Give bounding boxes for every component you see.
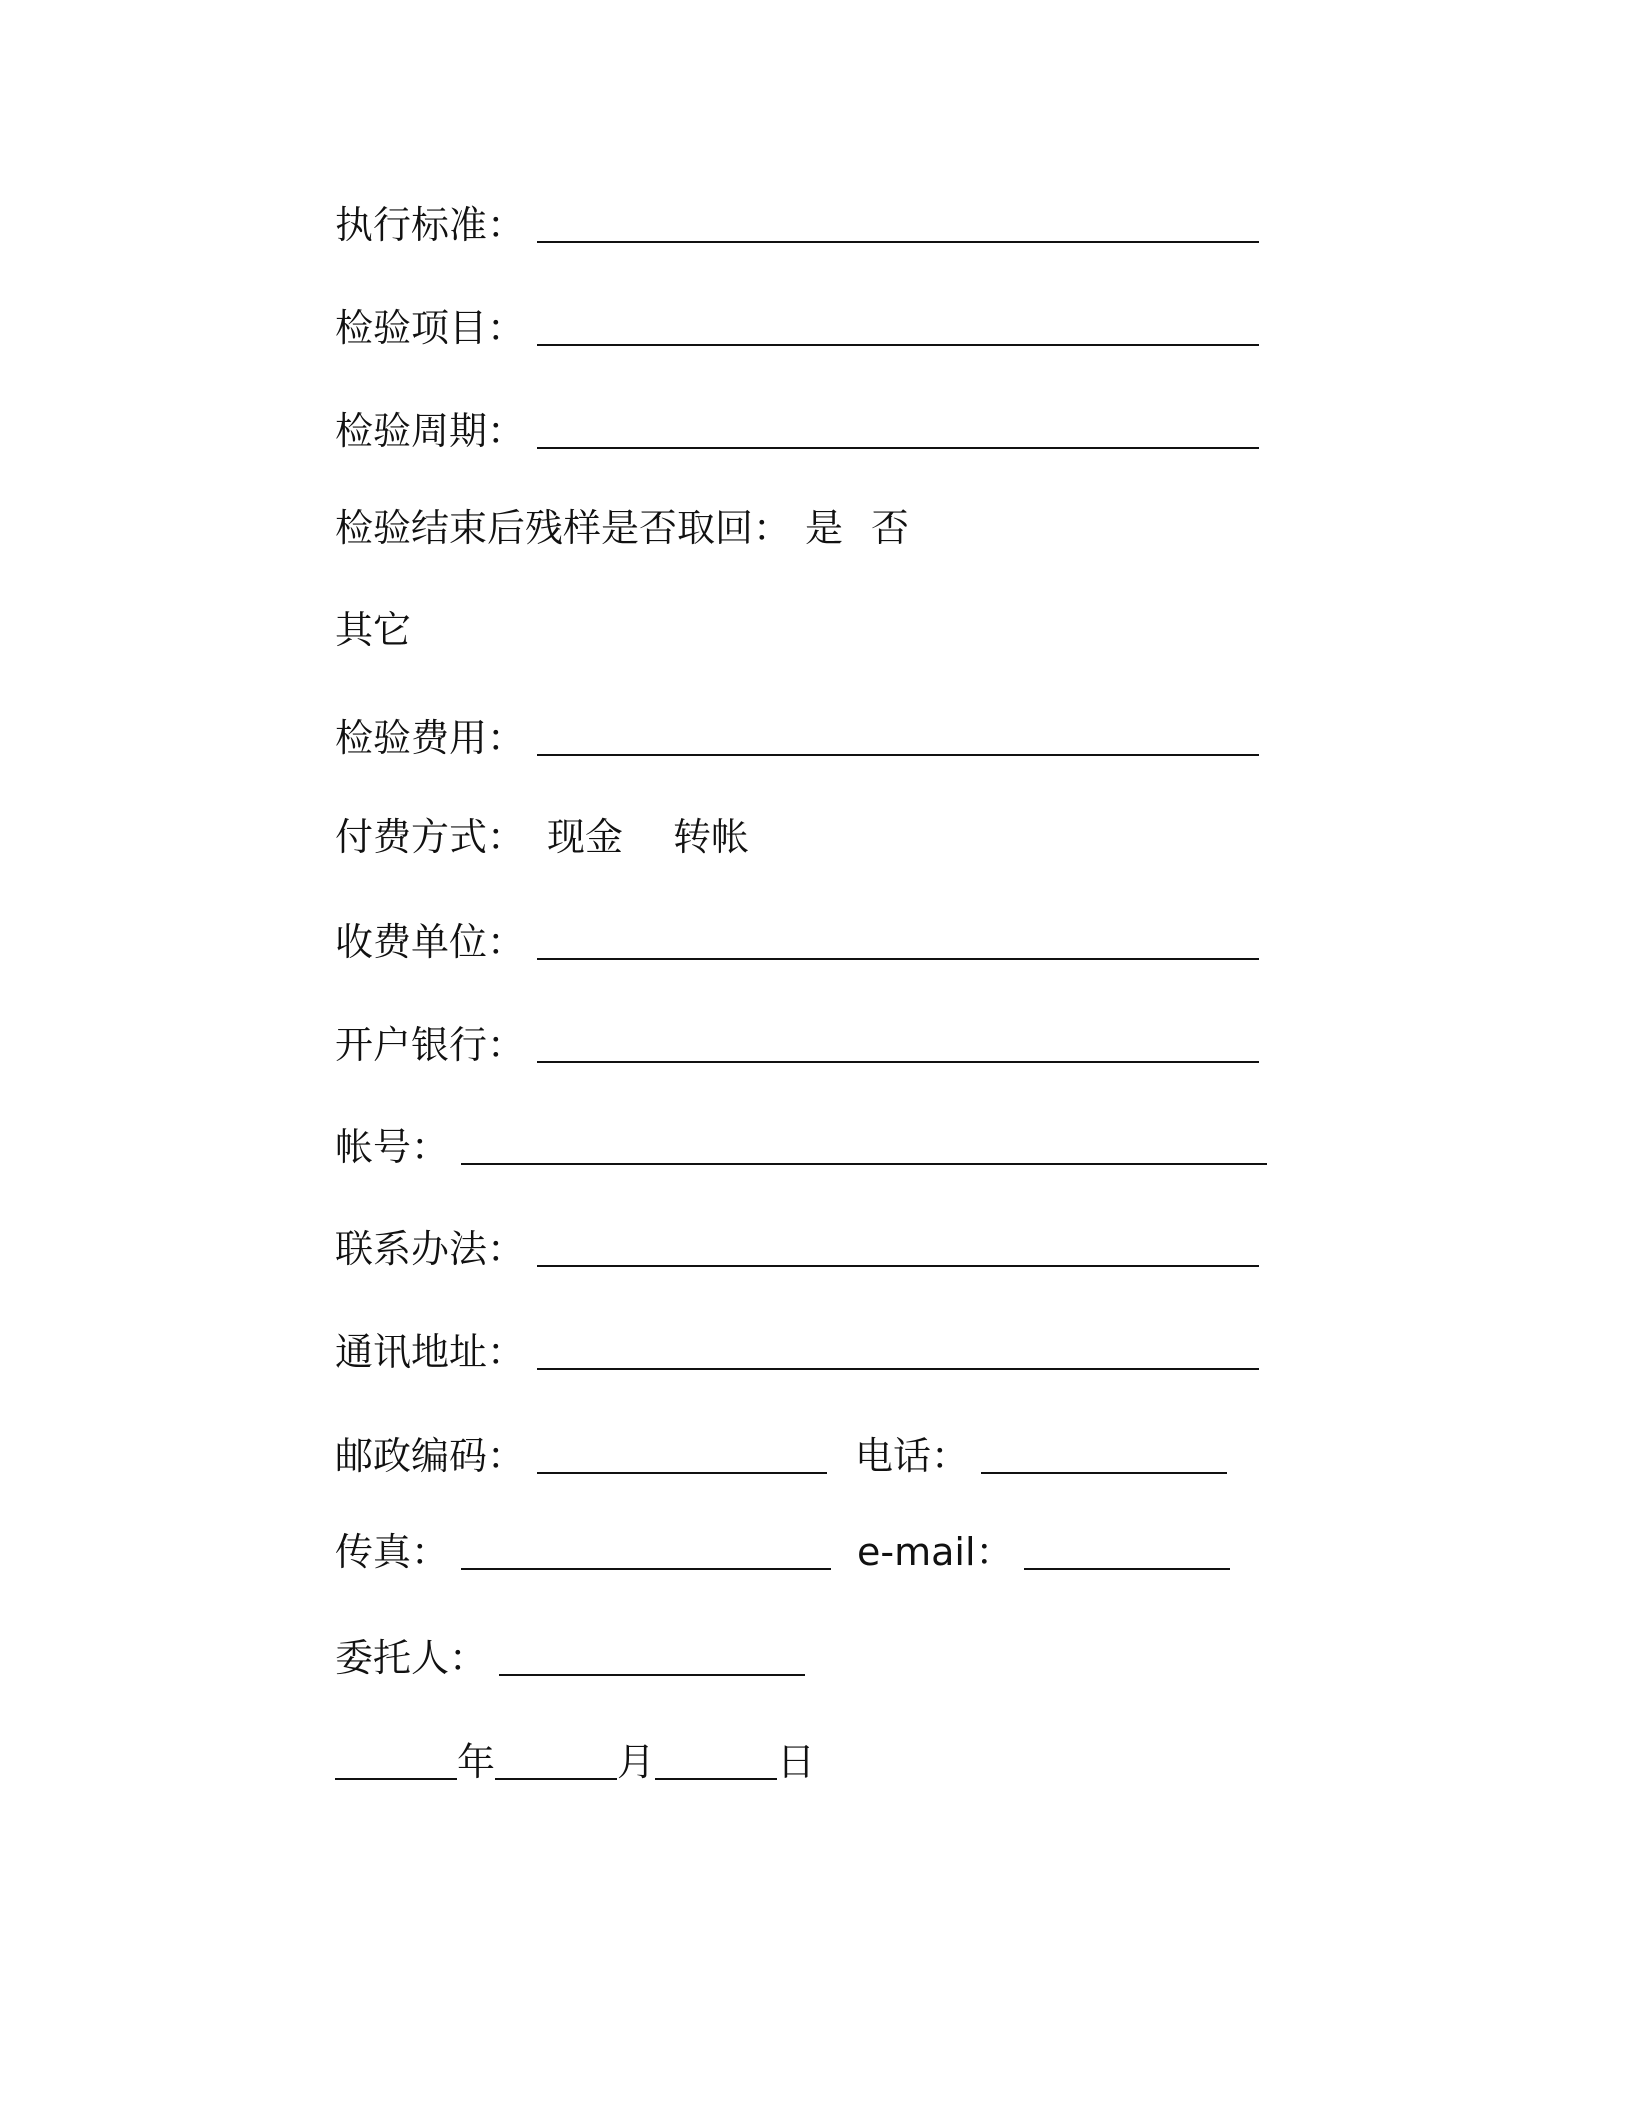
client-row [335, 1628, 805, 1688]
items-row [335, 298, 1259, 358]
items-field[interactable] [537, 312, 1259, 346]
fax-label: 传真： [335, 1530, 450, 1574]
day-label: 日 [777, 1740, 816, 1784]
payment-cash-option[interactable]: 现金 [547, 815, 624, 859]
phone-label: 电话： [855, 1434, 970, 1478]
year-field[interactable] [335, 1746, 457, 1780]
items-label: 检验项目： [335, 306, 526, 350]
sample-no-option[interactable]: 否 [871, 506, 910, 550]
payment-row [335, 807, 749, 867]
sample-return-label: 检验结束后残样是否取回： [335, 506, 792, 550]
standard-field[interactable] [537, 209, 1259, 243]
postcode-field[interactable] [537, 1440, 827, 1474]
standard-row [335, 195, 1259, 255]
postcode-phone-row [335, 1426, 1227, 1486]
address-row [335, 1322, 1259, 1382]
postcode-label: 邮政编码： [335, 1434, 526, 1478]
payee-field[interactable] [537, 926, 1259, 960]
client-field[interactable] [499, 1642, 805, 1676]
email-field[interactable] [1024, 1536, 1230, 1570]
year-label: 年 [457, 1740, 496, 1784]
day-field[interactable] [655, 1746, 777, 1780]
other-label: 其它 [335, 608, 412, 652]
fax-field[interactable] [461, 1536, 831, 1570]
other-row [335, 600, 411, 660]
contact-label: 联系办法： [335, 1227, 526, 1271]
date-row [335, 1732, 815, 1792]
sample-return-row [335, 498, 909, 558]
account-label: 帐号： [335, 1125, 450, 1169]
period-field[interactable] [537, 415, 1259, 449]
payee-row [335, 912, 1259, 972]
sample-yes-option[interactable]: 是 [805, 506, 844, 550]
fee-row [335, 708, 1259, 768]
fax-email-row [335, 1522, 1230, 1582]
payment-transfer-option[interactable]: 转帐 [673, 815, 750, 859]
period-label: 检验周期： [335, 409, 526, 453]
bank-row [335, 1015, 1259, 1075]
standard-label: 执行标准： [335, 203, 526, 247]
address-label: 通讯地址： [335, 1330, 526, 1374]
phone-field[interactable] [981, 1440, 1227, 1474]
fee-field[interactable] [537, 722, 1259, 756]
fee-label: 检验费用： [335, 716, 526, 760]
month-field[interactable] [495, 1746, 617, 1780]
bank-label: 开户银行： [335, 1023, 526, 1067]
payment-label: 付费方式： [335, 815, 526, 859]
account-row [335, 1117, 1267, 1177]
period-row [335, 401, 1259, 461]
bank-field[interactable] [537, 1029, 1259, 1063]
contact-field[interactable] [537, 1233, 1259, 1267]
contact-row [335, 1219, 1259, 1279]
account-field[interactable] [461, 1131, 1267, 1165]
address-field[interactable] [537, 1336, 1259, 1370]
email-label: e-mail： [857, 1530, 1014, 1574]
month-label: 月 [617, 1740, 656, 1784]
client-label: 委托人： [335, 1636, 488, 1680]
payee-label: 收费单位： [335, 920, 526, 964]
